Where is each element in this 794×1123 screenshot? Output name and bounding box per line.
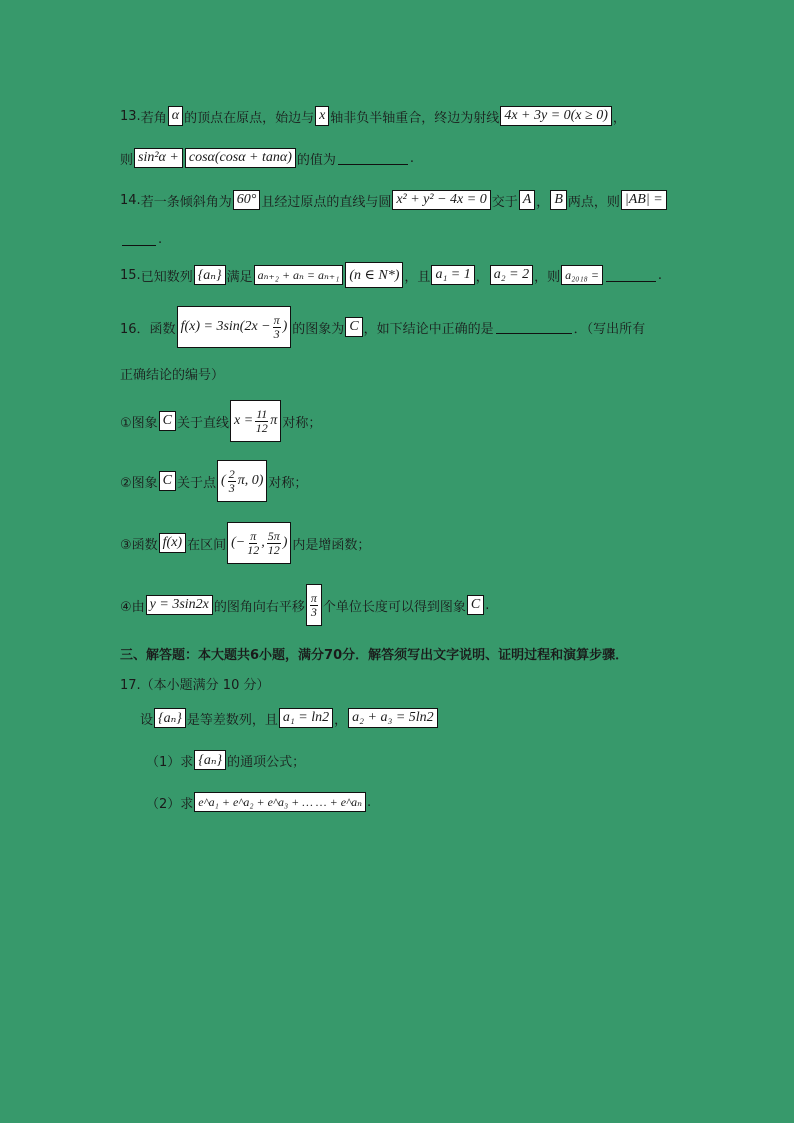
q16-o3-math-interval bbox=[227, 522, 291, 564]
q16-o2-text1: ②图象 bbox=[120, 475, 158, 491]
q13-answer-blank[interactable] bbox=[338, 152, 408, 165]
q15-answer-blank[interactable] bbox=[606, 269, 656, 282]
q16-answer-blank[interactable] bbox=[496, 321, 572, 334]
q16-o3-num2: 5π bbox=[267, 528, 280, 543]
q15-math-recurrence: aₙ₊₂ + aₙ = aₙ₊₁ bbox=[254, 265, 344, 285]
q16-o3-text2: 在区间 bbox=[187, 537, 227, 553]
q16-option2 bbox=[120, 460, 680, 502]
q17-text1: 设 bbox=[140, 712, 154, 728]
q17-part1 bbox=[146, 750, 706, 770]
q16-o4-text4: . bbox=[485, 597, 490, 613]
q14-number: 14. bbox=[120, 192, 141, 208]
q16-o4-math-y: y = 3sin2x bbox=[146, 595, 213, 615]
section-3-heading: 三、解答题：本大题共6小题，满分70分．解答须写出文字说明、证明过程和演算步骤． bbox=[120, 648, 629, 663]
q17-part2 bbox=[146, 792, 706, 812]
q13-math-ray: 4x + 3y = 0(x ≥ 0) bbox=[500, 106, 612, 126]
q17-p2-text1: （2）求 bbox=[146, 796, 194, 812]
q17-text3: ， bbox=[334, 712, 348, 728]
q16-o4-num: π bbox=[310, 590, 317, 605]
q16-o1-num: 11 bbox=[256, 406, 268, 421]
q15-line bbox=[120, 262, 680, 288]
q15-text5: ，则 bbox=[534, 269, 561, 285]
q16-line1 bbox=[120, 306, 680, 348]
q16-o4-text2: 的图角向右平移 bbox=[213, 599, 305, 615]
q14-text6: . bbox=[158, 232, 163, 247]
q16-o3-sep: , bbox=[261, 535, 265, 550]
q13-text2: 的顶点在原点，始边与 bbox=[184, 110, 315, 126]
q16-func-fraction bbox=[273, 314, 281, 341]
q16-o2-text2: 关于点 bbox=[177, 475, 217, 491]
q15-text2: 满足 bbox=[226, 269, 253, 285]
q15-text4: ， bbox=[475, 269, 489, 285]
q17-math-seq: {aₙ} bbox=[154, 708, 186, 728]
q15-math-a1: a₁ = 1 bbox=[431, 265, 474, 285]
q17-heading: 17.（本小题满分 10 分） bbox=[120, 678, 270, 693]
q14-text1: 若一条倾斜角为 bbox=[140, 194, 232, 210]
q15-text1: 已知数列 bbox=[140, 269, 193, 285]
q16-text3: ，如下结论中正确的是 bbox=[363, 321, 494, 337]
q16-o2-num: 2 bbox=[228, 466, 235, 481]
q15-number: 15. bbox=[120, 267, 141, 283]
q14-text5: 两点，则 bbox=[567, 194, 620, 210]
q13-text7: . bbox=[409, 150, 415, 166]
q13-line2 bbox=[120, 148, 680, 168]
q13-text3: 轴非负半轴重合，终边为射线 bbox=[330, 110, 500, 126]
q17-p2-math-sum: e^a₁ + e^a₂ + e^a₃ + … … + e^aₙ bbox=[194, 792, 366, 812]
q13-text1: 若角 bbox=[140, 110, 167, 126]
q16-o4-text3: 个单位长度可以得到图象 bbox=[322, 599, 466, 615]
q16-o3-fraction2 bbox=[267, 530, 281, 557]
q16-func-num: π bbox=[273, 312, 280, 327]
q16-o4-den: 3 bbox=[310, 604, 317, 619]
q17-text2: 是等差数列，且 bbox=[186, 712, 278, 728]
q15-math-a2: a₂ = 2 bbox=[490, 265, 533, 285]
q16-text2: 的图象为 bbox=[292, 321, 345, 337]
q16-o1-x: x = bbox=[234, 413, 254, 428]
q15-math-a2018: a₂₀₁₈ = bbox=[561, 265, 603, 285]
q13-text4: ， bbox=[612, 110, 626, 126]
q16-o3-den2: 12 bbox=[267, 542, 280, 557]
q17-p1-text2: 的通项公式； bbox=[227, 754, 306, 770]
q17-math-a2a3: a₂ + a₃ = 5ln2 bbox=[348, 708, 438, 728]
q13-math-sin: sin²α + bbox=[134, 148, 183, 168]
q16-o2-den: 3 bbox=[228, 480, 235, 495]
q14-text2: 且经过原点的直线与圆 bbox=[261, 194, 392, 210]
q13-math-alpha: α bbox=[168, 106, 183, 126]
q16-o2-math-point bbox=[217, 460, 267, 502]
q16-o1-text2: 关于直线 bbox=[177, 415, 230, 431]
q16-line2 bbox=[120, 364, 680, 383]
q17-stem bbox=[140, 708, 700, 728]
q16-o4-text1: ④由 bbox=[120, 599, 145, 615]
q16-o3-fraction1 bbox=[247, 530, 259, 557]
q14-line1 bbox=[120, 190, 680, 210]
q16-o2-math-C: C bbox=[159, 471, 176, 491]
q14-math-circle: x² + y² − 4x = 0 bbox=[392, 190, 490, 210]
q15-text3: ，且 bbox=[404, 269, 431, 285]
q16-func-den: 3 bbox=[273, 326, 280, 341]
q16-o3-rparen: ) bbox=[282, 535, 288, 550]
q16-o4-math-shift bbox=[306, 584, 322, 626]
q14-math-AB: |AB| = bbox=[621, 190, 667, 210]
q17-p1-math-seq: {aₙ} bbox=[194, 750, 226, 770]
q17-p2-text2: . bbox=[366, 794, 372, 810]
q15-math-seq: {aₙ} bbox=[194, 265, 226, 285]
q13-line1 bbox=[120, 106, 680, 126]
q14-line2 bbox=[120, 232, 680, 247]
q16-o3-text3: 内是增函数； bbox=[292, 537, 371, 553]
q16-option1 bbox=[120, 400, 680, 442]
q16-o1-text1: ①图象 bbox=[120, 415, 158, 431]
q16-o1-math-line bbox=[230, 400, 281, 442]
q13-math-x: x bbox=[315, 106, 329, 126]
q13-math-cos: cosα(cosα + tanα) bbox=[185, 148, 296, 168]
q16-func-left: f(x) = 3sin(2x − bbox=[180, 319, 271, 334]
q16-o2-fraction bbox=[228, 468, 236, 495]
q16-o1-den: 12 bbox=[255, 420, 268, 435]
q15-math-domain: (n ∈ N*) bbox=[345, 262, 403, 288]
q16-o3-lparen: (− bbox=[231, 535, 246, 550]
q16-o3-math-f: f(x) bbox=[159, 533, 186, 553]
q16-func-right: ) bbox=[282, 319, 288, 334]
q17-math-a1: a₁ = ln2 bbox=[279, 708, 333, 728]
q16-o3-den1: 12 bbox=[247, 542, 260, 557]
q14-math-B: B bbox=[550, 190, 567, 210]
q16-o1-text3: 对称； bbox=[282, 415, 322, 431]
q15-text6: . bbox=[657, 267, 663, 283]
q16-o2-lparen: ( bbox=[221, 473, 226, 488]
q16-text1: 函数 bbox=[149, 321, 176, 337]
q16-option3 bbox=[120, 522, 680, 564]
q16-o2-rest: π, 0) bbox=[237, 473, 264, 488]
q14-text3: 交于 bbox=[491, 194, 518, 210]
q16-o3-num1: π bbox=[250, 528, 257, 543]
q16-text4: ．（写出所有 bbox=[573, 321, 646, 337]
q16-o1-fraction bbox=[255, 408, 268, 435]
q16-o4-fraction bbox=[310, 592, 318, 619]
q13-text5: 则 bbox=[120, 152, 134, 168]
q13-text6: 的值为 bbox=[296, 152, 336, 168]
q16-option4 bbox=[120, 584, 680, 626]
q14-math-A: A bbox=[519, 190, 536, 210]
q16-math-function bbox=[177, 306, 292, 348]
q16-o4-math-C: C bbox=[467, 595, 484, 615]
q16-number: 16． bbox=[120, 321, 150, 337]
q14-math-angle: 60° bbox=[233, 190, 261, 210]
q16-text5: 正确结论的编号） bbox=[120, 368, 225, 383]
q16-o2-text3: 对称； bbox=[268, 475, 308, 491]
q13-number: 13. bbox=[120, 108, 141, 124]
q16-o1-math-C: C bbox=[159, 411, 176, 431]
q14-answer-blank[interactable] bbox=[122, 233, 156, 246]
q16-math-C: C bbox=[345, 317, 362, 337]
q17-p1-text1: （1）求 bbox=[146, 754, 194, 770]
q14-text4: ， bbox=[536, 194, 550, 210]
q16-o3-text1: ③函数 bbox=[120, 537, 158, 553]
q16-o1-pi: π bbox=[270, 413, 278, 428]
